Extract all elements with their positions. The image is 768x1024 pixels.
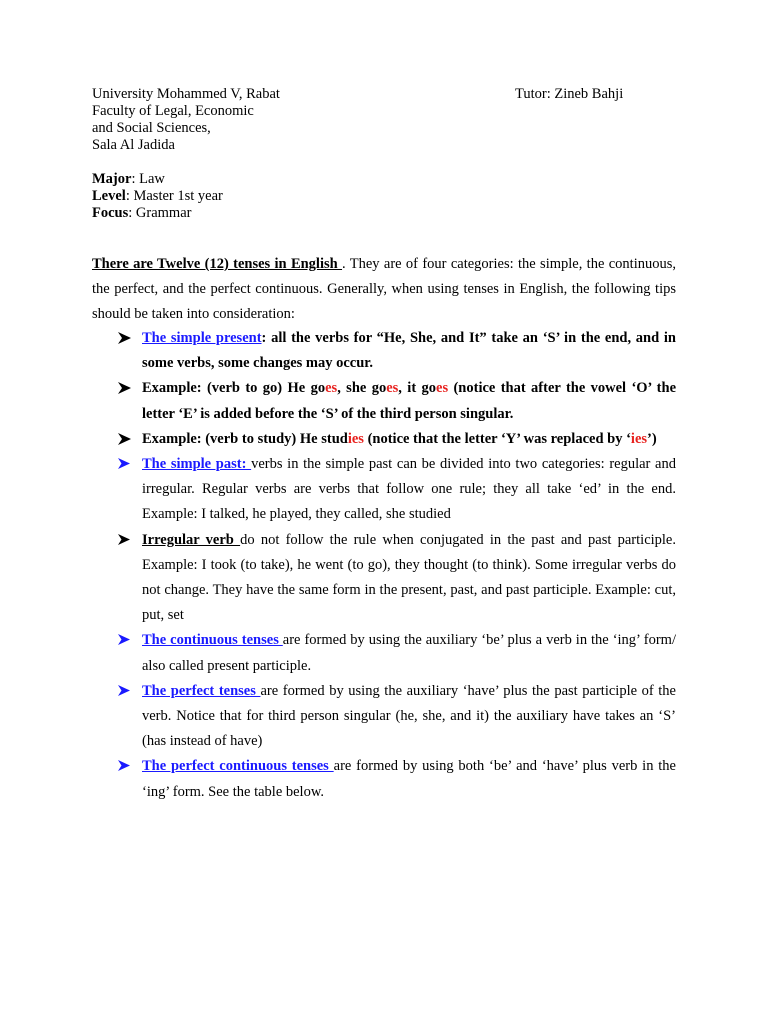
list-item-perfect-continuous [92,754,676,804]
simple-past-text: verbs in the simple past can be divided into two categories: regular and irregular. Regular verbs are verbs that follow one rule; they all take ‘ed’ in the end. Example: I talked, he played, they called, she studied [142,456,676,523]
black-arrowhead-bullet-icon [118,528,132,545]
level-value: : Master 1st year [125,188,223,204]
blue-arrowhead-bullet-icon [118,754,132,771]
black-arrowhead-bullet-icon [118,427,132,445]
list-item-simple-past [92,452,676,528]
blue-arrowhead-bullet-icon [118,679,132,696]
list-item-continuous [92,628,676,678]
focus-value: : Grammar [128,205,192,221]
institution-block [92,86,280,154]
perfect-tenses-link[interactable]: The perfect tenses [142,682,261,699]
campus-line: Sala Al Jadida [92,137,175,153]
tutor-name: Tutor: Zineb Bahji [515,86,624,102]
irregular-verb-text: do not follow the rule when conjugated in the past and past participle. Example: I took (to take), he went (to go), they thought (to think). Some irregular verbs do not change. They have the same form in the present, past, and past participle. Example: cut, put, set [142,531,676,624]
blue-arrowhead-bullet-icon [118,452,132,469]
list-item-example-go [92,376,676,426]
black-arrowhead-bullet-icon [118,326,132,344]
suffix-highlight: es [386,380,399,397]
intro-paragraph [92,252,676,328]
suffix-highlight: es [436,380,449,397]
faculty-line: Faculty of Legal, Economic [92,103,254,119]
list-item-perfect [92,679,676,755]
intro-heading: There are Twelve (12) tenses in English [92,256,343,272]
example-study-text: Example: (verb to study) He studies (notice that the letter ‘Y’ was replaced by ‘ies’) [142,430,657,447]
focus-row [92,205,223,222]
suffix-highlight: ies [630,430,648,447]
course-info [92,171,223,222]
irregular-verb-heading: Irregular verb [142,531,241,548]
continuous-tenses-link[interactable]: The continuous tenses [142,632,283,649]
perfect-tenses-text: are formed by using the auxiliary ‘have’ plus the past participle of the verb. Notice that for third person singular (he, she, and it) the auxiliary have takes an ‘S’ (has instead of have) [142,682,676,750]
major-row [92,171,223,188]
list-item-example-study [92,427,676,452]
list-item-simple-present [92,326,676,376]
faculty-line-2: and Social Sciences, [92,120,211,136]
tense-tips-list [92,326,676,805]
focus-label: Focus [92,205,129,221]
major-label: Major [92,171,132,187]
suffix-highlight: es [325,380,338,397]
list-item-irregular-verb [92,528,676,629]
perfect-continuous-link[interactable]: The perfect continuous tenses [142,758,334,775]
suffix-highlight: ies [347,430,364,447]
simple-past-link[interactable]: The simple past: [142,456,252,473]
major-value: : Law [131,171,165,187]
example-go-text: Example: (verb to go) He goes, she goes, it goes (notice that after the vowel ‘O’ the letter ‘E’ is added before the ‘S’ of the third person singular. [142,380,676,422]
university-line: University Mohammed V, Rabat [92,86,280,102]
level-label: Level [92,188,126,204]
black-arrowhead-bullet-icon [118,376,132,394]
perfect-continuous-text: are formed by using both ‘be’ and ‘have’ plus verb in the ‘ing’ form. See the table below. [142,758,676,800]
intro-text: . They are of four categories: the simple, the continuous, the perfect, and the perfect continuous. Generally, when using tenses in English, the following tips should be taken into consideration: [92,256,676,323]
simple-present-text: : all the verbs for “He, She, and It” take an ‘S’ in the end, and in some verbs, some changes may occur. [142,330,676,372]
blue-arrowhead-bullet-icon [118,628,132,645]
continuous-tenses-text: are formed by using the auxiliary ‘be’ plus a verb in the ‘ing’ form/ also called present participle. [142,632,676,674]
level-row [92,188,223,205]
simple-present-link[interactable]: The simple present [142,330,262,346]
